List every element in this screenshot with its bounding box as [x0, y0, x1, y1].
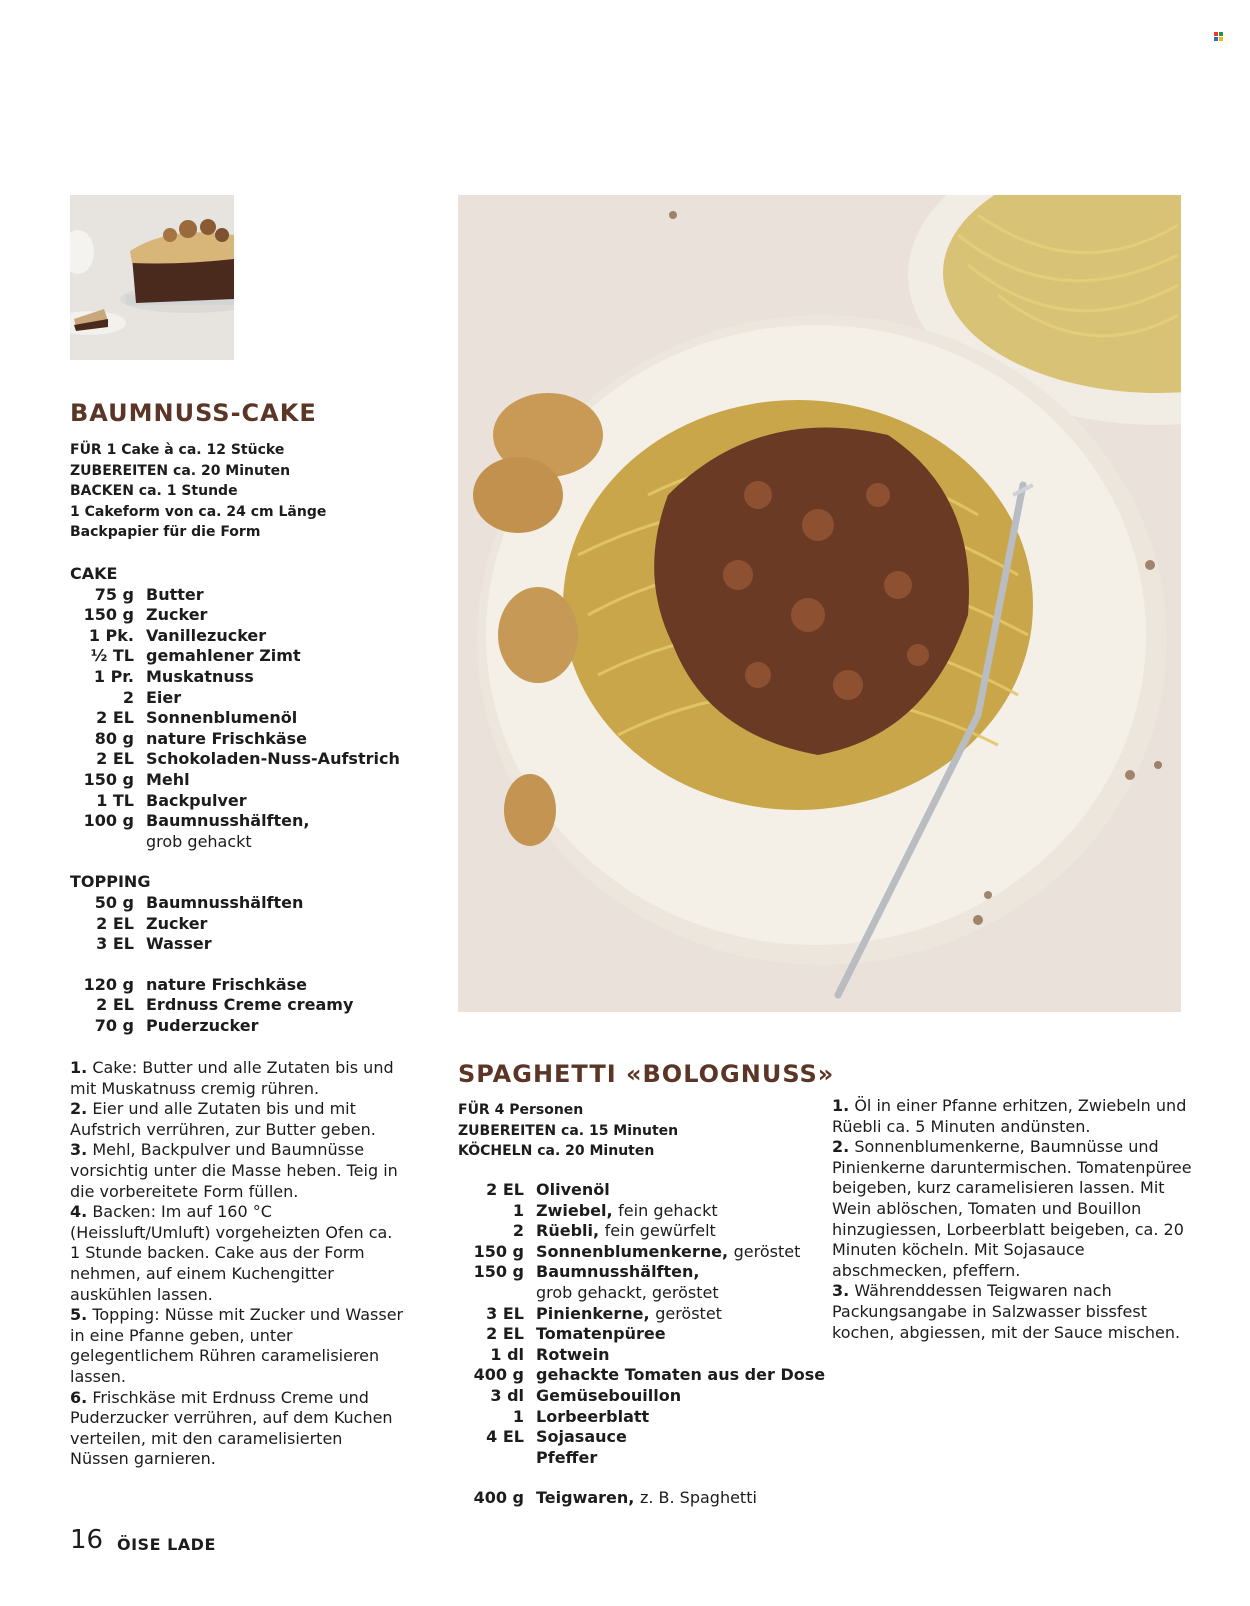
ingredient-table	[70, 893, 303, 955]
ingredient-qty: 1 TL	[96, 790, 134, 810]
cake-recipe-meta	[70, 440, 410, 543]
ingredient-name-text: Sonnenblumenöl	[146, 708, 298, 728]
step-text: Öl in einer Pfanne erhitzen, Zwiebeln und Rüebli ca. 5 Minuten andünsten.	[832, 1096, 1187, 1136]
ingredient-row	[70, 667, 400, 688]
brand-mark-icon	[1214, 32, 1223, 41]
meta-value: 1 Cakeform von ca. 24 cm Länge	[70, 503, 327, 520]
ingredient-row	[70, 934, 303, 955]
ingredient-name	[536, 1242, 825, 1263]
meta-line	[70, 461, 410, 482]
meta-value: ca. 20 Minuten	[537, 1143, 655, 1160]
ingredient-row	[70, 605, 400, 626]
ingredient-name	[146, 1016, 353, 1037]
ingredient-qty: 1	[512, 1200, 524, 1220]
ingredient-name-text: Baumnusshälften,	[536, 1262, 700, 1282]
meta-value: ca. 20 Minuten	[173, 462, 291, 479]
ingredient-row	[460, 1283, 825, 1304]
ingredient-name	[146, 688, 400, 709]
ingredient-name	[536, 1262, 825, 1283]
ingredient-name-text: gehackte Tomaten aus der Dose	[536, 1365, 826, 1385]
ingredient-qty: 50 g	[94, 892, 134, 912]
footer-brand: ÖISE LADE	[117, 1535, 216, 1554]
step-item	[70, 1099, 405, 1140]
spaghetti-bolognuss-photo	[458, 195, 1181, 1012]
ingredient-row	[460, 1386, 825, 1407]
ingredient-row	[70, 770, 400, 791]
ingredient-qty: 1 Pr.	[93, 666, 134, 686]
step-text: Währenddessen Teigwaren nach Packungsangabe in Salzwasser bissfest kochen, abgiessen, mit der Sauce mischen.	[832, 1281, 1181, 1342]
ingredient-name-text: Zucker	[146, 913, 208, 933]
meta-label: KÖCHELN	[458, 1143, 533, 1160]
baumnuss-cake-photo	[70, 195, 234, 360]
step-text: Cake: Butter und alle Zutaten bis und mit Muskatnuss cremig rühren.	[70, 1058, 394, 1098]
ingredient-row	[70, 1016, 353, 1037]
step-item	[70, 1305, 405, 1387]
meta-line	[70, 481, 410, 502]
page-number: 16	[70, 1525, 104, 1555]
ingredient-name	[146, 729, 400, 750]
ingredient-name-text: Olivenöl	[536, 1180, 610, 1199]
ingredient-qty: ½ TL	[90, 646, 134, 666]
ingredient-qty: 2	[512, 1221, 524, 1241]
ingredient-row	[70, 975, 353, 996]
spaghetti-recipe-title: SPAGHETTI «BOLOGNUSS»	[458, 1060, 835, 1088]
step-item	[832, 1096, 1192, 1137]
ingredient-name-text: Butter	[146, 584, 204, 604]
meta-line	[458, 1100, 788, 1121]
ingredient-qty	[460, 1283, 536, 1304]
ingredient-name	[146, 646, 400, 667]
ingredient-section	[70, 975, 430, 1037]
step-number: 1.	[70, 1058, 88, 1077]
ingredient-desc: grob gehackt, geröstet	[536, 1282, 719, 1302]
step-number: 1.	[832, 1096, 850, 1115]
meta-line	[458, 1121, 788, 1142]
ingredient-row	[70, 791, 400, 812]
ingredient-qty: 3 dl	[490, 1385, 524, 1405]
ingredient-qty: 100 g	[83, 811, 134, 831]
ingredient-table	[460, 1488, 757, 1509]
ingredient-name	[146, 667, 400, 688]
step-number: 3.	[832, 1281, 850, 1301]
ingredient-name	[536, 1324, 825, 1345]
step-item	[70, 1388, 405, 1470]
meta-label: ZUBEREITEN	[458, 1122, 557, 1139]
ingredient-name	[146, 770, 400, 791]
ingredient-name	[536, 1407, 825, 1428]
ingredient-name	[536, 1386, 825, 1407]
ingredient-name	[536, 1365, 825, 1386]
ingredient-row	[460, 1407, 825, 1428]
ingredient-desc: fein gehackt	[618, 1200, 718, 1220]
ingredient-qty: 150 g	[83, 769, 134, 789]
ingredient-row	[460, 1180, 825, 1201]
ingredient-name	[536, 1283, 825, 1304]
ingredient-name	[536, 1221, 825, 1242]
cake-steps	[70, 1058, 405, 1470]
ingredient-name-text: Vanillezucker	[146, 625, 267, 645]
meta-label: BACKEN	[70, 483, 134, 500]
ingredient-qty	[460, 1448, 536, 1469]
ingredient-name	[146, 893, 303, 914]
ingredient-name	[146, 708, 400, 729]
ingredient-section-heading: TOPPING	[70, 872, 151, 892]
ingredient-qty: 75 g	[94, 584, 134, 604]
ingredient-section	[70, 872, 430, 954]
ingredient-row	[70, 729, 400, 750]
spaghetti-ingredients-pasta	[460, 1488, 830, 1509]
ingredient-name-text: Schokoladen-Nuss-Aufstrich	[146, 749, 400, 769]
ingredient-name-text: Rotwein	[536, 1344, 610, 1364]
meta-line	[70, 440, 410, 461]
ingredient-row	[70, 995, 353, 1016]
ingredient-qty	[70, 832, 146, 853]
ingredient-qty: 80 g	[94, 728, 134, 748]
ingredient-qty: 70 g	[94, 1015, 134, 1035]
ingredient-qty: 2	[122, 687, 134, 707]
spaghetti-recipe-meta	[458, 1100, 788, 1162]
ingredient-name	[146, 749, 400, 770]
ingredient-desc: grob gehackt	[146, 831, 252, 851]
ingredient-row	[460, 1221, 825, 1242]
ingredient-name-text: Rüebli,	[536, 1221, 600, 1241]
ingredient-desc: fein gewürfelt	[604, 1221, 716, 1241]
ingredient-row	[460, 1488, 757, 1509]
ingredient-section	[70, 564, 430, 852]
ingredient-desc: geröstet	[733, 1241, 801, 1261]
meta-value: ca. 15 Minuten	[561, 1122, 679, 1139]
ingredient-row	[70, 749, 400, 770]
ingredient-qty: 2 EL	[486, 1324, 524, 1344]
ingredient-name-text: Mehl	[146, 769, 190, 789]
ingredient-name-text: nature Frischkäse	[146, 974, 308, 994]
ingredient-row	[70, 688, 400, 709]
ingredient-qty: 120 g	[83, 974, 134, 994]
ingredient-qty: 4 EL	[486, 1427, 524, 1447]
meta-value: ca. 1 Stunde	[138, 483, 238, 500]
ingredient-name-text: Zwiebel,	[536, 1200, 613, 1220]
ingredient-name-text: Muskatnuss	[146, 666, 254, 686]
ingredient-qty: 1 Pk.	[88, 625, 134, 645]
ingredient-qty: 1	[512, 1406, 524, 1426]
ingredient-row	[460, 1201, 825, 1222]
ingredient-name-text: Lorbeerblatt	[536, 1406, 650, 1426]
ingredient-name-text: Pfeffer	[536, 1447, 598, 1467]
ingredient-name-text: Wasser	[146, 934, 212, 954]
cake-recipe-title: BAUMNUSS-CAKE	[70, 399, 317, 427]
step-text: Backen: Im auf 160 °C (Heissluft/Umluft) vorgeheizten Ofen ca. 1 Stunde backen. Cake aus der Form nehmen, auf einem Kuchengitter auskühlen lassen.	[70, 1202, 393, 1304]
cake-ingredients	[70, 564, 430, 1036]
step-number: 5.	[70, 1305, 88, 1325]
ingredient-name-text: Sonnenblumenkerne,	[536, 1241, 729, 1261]
ingredient-qty: 2 EL	[96, 749, 134, 769]
ingredient-name-text: Erdnuss Creme creamy	[146, 995, 354, 1015]
ingredient-name	[146, 995, 353, 1016]
ingredient-name	[146, 605, 400, 626]
ingredient-name	[536, 1448, 825, 1469]
ingredient-row	[70, 585, 400, 606]
ingredient-qty: 3 EL	[486, 1303, 524, 1323]
spaghetti-ingredients	[460, 1180, 830, 1468]
ingredient-qty: 2 EL	[96, 913, 134, 933]
ingredient-name-text: Gemüsebouillon	[536, 1385, 682, 1405]
step-item	[70, 1140, 405, 1202]
ingredient-name	[536, 1345, 825, 1366]
spaghetti-steps	[832, 1096, 1192, 1343]
ingredient-row	[70, 893, 303, 914]
ingredient-table	[460, 1180, 825, 1468]
ingredient-table	[70, 975, 353, 1037]
step-item	[832, 1281, 1192, 1343]
step-text: Mehl, Backpulver und Baumnüsse vorsichtig unter die Masse heben. Teig in die vorbereitete Form füllen.	[70, 1140, 398, 1201]
ingredient-row	[460, 1448, 825, 1469]
ingredient-name-text: Pinienkerne,	[536, 1303, 650, 1323]
ingredient-row	[460, 1365, 825, 1386]
ingredient-name	[146, 791, 400, 812]
ingredient-qty: 2 EL	[96, 708, 134, 728]
ingredient-row	[70, 832, 400, 853]
ingredient-qty: 1 dl	[490, 1344, 524, 1364]
ingredient-qty: 150 g	[473, 1262, 524, 1282]
ingredient-row	[70, 708, 400, 729]
ingredient-qty: 2 EL	[486, 1180, 524, 1199]
ingredient-name	[146, 832, 400, 853]
ingredient-qty: 400 g	[473, 1488, 524, 1507]
step-text: Frischkäse mit Erdnuss Creme und Puderzucker verrühren, auf dem Kuchen verteilen, mit den caramelisierten Nüssen garnieren.	[70, 1387, 393, 1469]
ingredient-name	[146, 811, 400, 832]
ingredient-name	[146, 914, 303, 935]
ingredient-row	[70, 811, 400, 832]
meta-label: FÜR	[70, 442, 102, 458]
step-number: 2.	[70, 1099, 88, 1119]
ingredient-row	[460, 1345, 825, 1366]
ingredient-qty: 400 g	[473, 1365, 524, 1385]
ingredient-table	[70, 585, 400, 853]
ingredient-desc: geröstet	[655, 1303, 722, 1323]
ingredient-row	[70, 646, 400, 667]
step-number: 6.	[70, 1387, 88, 1407]
ingredient-name-text: Teigwaren,	[536, 1488, 635, 1507]
ingredient-qty: 2 EL	[96, 995, 134, 1015]
meta-line	[458, 1141, 788, 1162]
meta-line	[70, 522, 410, 543]
meta-line	[70, 502, 410, 523]
meta-value: Backpapier für die Form	[70, 524, 261, 541]
ingredient-name	[146, 975, 353, 996]
meta-value: 4 Personen	[494, 1102, 584, 1118]
step-text: Sonnenblumenkerne, Baumnüsse und Pinienkerne daruntermischen. Tomatenpüree beigeben, kurz caramelisieren lassen. Mit Wein ablöschen, Tomaten und Bouillon hinzugiessen, Lorbeerblatt beigeben, ca. 20 Minuten köcheln. Mit Sojasauce abschmecken, pfeffern.	[832, 1137, 1192, 1280]
step-text: Topping: Nüsse mit Zucker und Wasser in eine Pfanne geben, unter gelegentlichem Rühren caramelisieren lassen.	[70, 1305, 404, 1386]
ingredient-name-text: Baumnusshälften	[146, 892, 304, 912]
step-number: 3.	[70, 1140, 88, 1160]
step-number: 4.	[70, 1202, 88, 1222]
step-item	[70, 1202, 405, 1305]
ingredient-row	[460, 1427, 825, 1448]
step-item	[70, 1058, 405, 1099]
ingredient-name	[536, 1304, 825, 1325]
ingredient-name-text: nature Frischkäse	[146, 728, 308, 748]
ingredient-name	[536, 1488, 757, 1509]
ingredient-section-heading: CAKE	[70, 564, 118, 583]
ingredient-row	[70, 626, 400, 647]
ingredient-desc: z. B. Spaghetti	[639, 1488, 757, 1507]
ingredient-qty: 150 g	[83, 605, 134, 625]
ingredient-name	[536, 1180, 825, 1201]
ingredient-row	[460, 1262, 825, 1283]
ingredient-row	[460, 1324, 825, 1345]
ingredient-name	[146, 626, 400, 647]
ingredient-name-text: Backpulver	[146, 790, 247, 810]
ingredient-name-text: Eier	[146, 687, 182, 707]
meta-label: FÜR	[458, 1102, 490, 1118]
step-number: 2.	[832, 1137, 850, 1157]
step-item	[832, 1137, 1192, 1281]
ingredient-name	[146, 934, 303, 955]
ingredient-name-text: Zucker	[146, 605, 208, 625]
step-text: Eier und alle Zutaten bis und mit Aufstrich verrühren, zur Butter geben.	[70, 1099, 376, 1139]
ingredient-name-text: gemahlener Zimt	[146, 646, 301, 666]
ingredient-row	[460, 1304, 825, 1325]
ingredient-row	[460, 1242, 825, 1263]
meta-value: 1 Cake à ca. 12 Stücke	[106, 442, 285, 458]
ingredient-row	[70, 914, 303, 935]
ingredient-name-text: Baumnusshälften,	[146, 811, 310, 831]
ingredient-name-text: Sojasauce	[536, 1427, 627, 1447]
ingredient-qty: 3 EL	[96, 934, 134, 954]
ingredient-name-text: Puderzucker	[146, 1015, 259, 1035]
ingredient-qty: 150 g	[473, 1241, 524, 1261]
ingredient-name	[146, 585, 400, 606]
ingredient-name-text: Tomatenpüree	[536, 1324, 666, 1344]
meta-label: ZUBEREITEN	[70, 462, 169, 479]
ingredient-name	[536, 1201, 825, 1222]
ingredient-name	[536, 1427, 825, 1448]
